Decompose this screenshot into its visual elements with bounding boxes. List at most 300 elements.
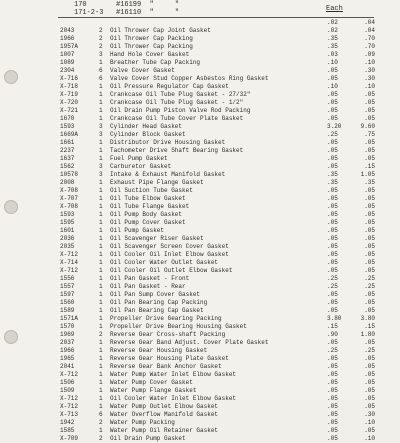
- line-total: .05: [364, 251, 375, 258]
- line-total: .05: [364, 395, 375, 402]
- list-item: [0, 35, 400, 43]
- unit-price: .05: [327, 395, 338, 402]
- list-item: [0, 419, 400, 427]
- unit-price: .05: [327, 147, 338, 154]
- list-item: [0, 75, 400, 83]
- part-description: Oil Cooler Water Outlet Gasket: [110, 259, 219, 266]
- quantity: 1: [99, 387, 103, 394]
- quantity: 1: [99, 299, 103, 306]
- quantity: 1: [99, 155, 103, 162]
- part-description: Exhaust Pipe Flange Gasket: [110, 179, 204, 186]
- unit-price: .90: [327, 331, 338, 338]
- unit-price: .05: [327, 187, 338, 194]
- part-number: 1562: [60, 163, 75, 170]
- unit-price: .10: [327, 59, 338, 66]
- line-total: .70: [364, 35, 375, 42]
- unit-price: .05: [327, 267, 338, 274]
- quantity: 3: [99, 51, 103, 58]
- part-number: 1966: [60, 347, 75, 354]
- unit-price: .10: [327, 83, 338, 90]
- unit-price: .35: [327, 179, 338, 186]
- list-item: [0, 51, 400, 59]
- quantity: 1: [99, 107, 103, 114]
- quantity: 1: [99, 363, 103, 370]
- quantity: 1: [99, 315, 103, 322]
- part-description: Distributor Drive Housing Gasket: [110, 139, 226, 146]
- quantity: 1: [99, 147, 103, 154]
- quantity: 1: [99, 59, 103, 66]
- unit-price: .05: [327, 379, 338, 386]
- line-total: .05: [364, 363, 375, 370]
- line-total: 9.60: [360, 123, 375, 130]
- part-number: X-720: [60, 99, 79, 106]
- list-item: [0, 315, 400, 323]
- part-description: Oil Pump Gasket: [110, 227, 165, 234]
- part-description: Water Pump Flange Gasket: [110, 387, 197, 394]
- list-item: [0, 251, 400, 259]
- unit-price: .05: [327, 139, 338, 146]
- part-number: 2036: [60, 235, 75, 242]
- part-number: X-712: [60, 267, 79, 274]
- list-item: [0, 427, 400, 435]
- unit-price: .35: [327, 35, 338, 42]
- list-item: [0, 403, 400, 411]
- part-description: Valve Cover Gasket: [110, 67, 175, 74]
- unit-price: .05: [327, 403, 338, 410]
- quantity: 1: [99, 291, 103, 298]
- list-item: [0, 291, 400, 299]
- quantity: 1: [99, 339, 103, 346]
- quantity: 2: [99, 35, 103, 42]
- unit-price: .05: [327, 219, 338, 226]
- part-number: 1969: [60, 331, 75, 338]
- list-item: [0, 379, 400, 387]
- line-total: .05: [364, 235, 375, 242]
- part-number: 1560: [60, 299, 75, 306]
- unit-price: .05: [327, 411, 338, 418]
- line-total: .05: [364, 267, 375, 274]
- list-item: [0, 123, 400, 131]
- header-rule: [58, 17, 374, 18]
- list-item: [0, 259, 400, 267]
- part-number: 2304: [60, 67, 75, 74]
- part-description: Intake & Exhaust Manifold Gasket: [110, 171, 226, 178]
- part-description: Reverse Gear Bank Anchor Gasket: [110, 363, 222, 370]
- unit-price: .05: [327, 115, 338, 122]
- quantity: 1: [99, 427, 103, 434]
- unit-price: .05: [327, 203, 338, 210]
- line-total: .05: [364, 219, 375, 226]
- unit-price: .05: [327, 227, 338, 234]
- unit-price: .05: [327, 355, 338, 362]
- part-description: Oil Thrower Cap Packing: [110, 35, 193, 42]
- part-description: Valve Cover Stud Copper Asbestos Ring Gasket: [110, 75, 269, 82]
- unit-price: .05: [327, 99, 338, 106]
- part-number: 1965: [60, 355, 75, 362]
- part-number: 1595: [60, 219, 75, 226]
- quantity: 1: [99, 371, 103, 378]
- quantity: 1: [99, 267, 103, 274]
- list-item: [0, 227, 400, 235]
- list-item: [0, 195, 400, 203]
- line-total: .05: [364, 139, 375, 146]
- list-item: [0, 155, 400, 163]
- list-item: [0, 131, 400, 139]
- list-item: [0, 83, 400, 91]
- part-number: X-721: [60, 107, 79, 114]
- list-item: [0, 363, 400, 371]
- list-item: [0, 67, 400, 75]
- part-description: Tachometer Drive Shaft Bearing Gasket: [110, 147, 244, 154]
- part-description: Crankcase Oil Tube Plug Gasket - 27/32": [110, 91, 251, 98]
- list-item: [0, 139, 400, 147]
- part-description: Oil Thrower Cap Joint Gasket: [110, 27, 211, 34]
- part-number: X-712: [60, 371, 79, 378]
- line-total: .05: [364, 387, 375, 394]
- part-number: X-708: [60, 187, 79, 194]
- part-description: Carburetor Gasket: [110, 163, 172, 170]
- part-description: Cylinder Head Gasket: [110, 123, 183, 130]
- list-item: [0, 203, 400, 211]
- unit-price: .02: [327, 19, 338, 26]
- quantity: 1: [99, 355, 103, 362]
- list-item: [0, 179, 400, 187]
- line-total: .05: [364, 427, 375, 434]
- unit-price: .25: [327, 131, 338, 138]
- part-description: Oil Pan Bearing Cap Gasket: [110, 307, 204, 314]
- part-description: Water Pump Packing: [110, 419, 175, 426]
- list-item: [0, 171, 400, 179]
- unit-price: .05: [327, 363, 338, 370]
- part-number: 2035: [60, 243, 75, 250]
- quantity: 2: [99, 27, 103, 34]
- list-item: [0, 331, 400, 339]
- list-item: [0, 115, 400, 123]
- unit-price: .05: [327, 251, 338, 258]
- part-number: X-716: [60, 75, 79, 82]
- part-description: Water Pump Cover Gasket: [110, 379, 193, 386]
- part-description: Reverse Gear Housing Gasket: [110, 347, 208, 354]
- quantity: 3: [99, 163, 103, 170]
- line-total: .04: [364, 19, 375, 26]
- line-total: .05: [364, 403, 375, 410]
- line-total: .10: [364, 419, 375, 426]
- line-total: .05: [364, 259, 375, 266]
- part-description: Oil Thrower Cap Packing: [110, 43, 193, 50]
- line-total: .15: [364, 163, 375, 170]
- unit-price: .05: [327, 435, 338, 442]
- part-number: X-708: [60, 203, 79, 210]
- unit-price: .15: [327, 323, 338, 330]
- line-total: .05: [364, 307, 375, 314]
- part-number: 2237: [60, 147, 75, 154]
- part-number: X-714: [60, 259, 79, 266]
- part-description: Oil Cooler Water Inlet Elbow Gasket: [110, 395, 237, 402]
- quantity: 3: [99, 131, 103, 138]
- list-item: [0, 371, 400, 379]
- list-item: [0, 211, 400, 219]
- list-item: [0, 339, 400, 347]
- unit-price: .05: [327, 211, 338, 218]
- line-total: 1.80: [360, 331, 375, 338]
- quantity: 1: [99, 115, 103, 122]
- line-total: .10: [364, 435, 375, 442]
- list-item: [0, 91, 400, 99]
- quantity: 6: [99, 67, 103, 74]
- quantity: 1: [99, 99, 103, 106]
- unit-price: .05: [327, 107, 338, 114]
- part-number: 1597: [60, 291, 75, 298]
- line-total: .15: [364, 323, 375, 330]
- list-item: [0, 387, 400, 395]
- quantity: 1: [99, 211, 103, 218]
- unit-price: .05: [327, 427, 338, 434]
- part-description: Water Overflow Manifold Gasket: [110, 411, 219, 418]
- part-number: 2037: [60, 339, 75, 346]
- part-number: 1637: [60, 155, 75, 162]
- unit-price: .05: [327, 299, 338, 306]
- quantity: 1: [99, 83, 103, 90]
- part-description: Crankcase Oil Tube Plug Gasket - 1/2": [110, 99, 244, 106]
- quantity: 1: [99, 243, 103, 250]
- part-number: 1007: [60, 51, 75, 58]
- part-number: X-719: [60, 91, 79, 98]
- list-item: [0, 275, 400, 283]
- unit-price: .05: [327, 243, 338, 250]
- line-total: .10: [364, 59, 375, 66]
- quantity: 2: [99, 419, 103, 426]
- part-number: X-712: [60, 403, 79, 410]
- quantity: 1: [99, 283, 103, 290]
- unit-price: .02: [327, 27, 338, 34]
- line-total: .05: [364, 211, 375, 218]
- quantity: 1: [99, 395, 103, 402]
- list-item: [0, 267, 400, 275]
- line-total: .25: [364, 283, 375, 290]
- line-total: .04: [364, 27, 375, 34]
- quantity: 1: [99, 251, 103, 258]
- part-number: 10578: [60, 171, 79, 178]
- quantity: 1: [99, 379, 103, 386]
- part-number: X-713: [60, 411, 79, 418]
- line-total: .30: [364, 75, 375, 82]
- list-item: [0, 411, 400, 419]
- part-number: 1585: [60, 427, 75, 434]
- list-item: [0, 187, 400, 195]
- part-description: Breather Tube Cap Packing: [110, 59, 201, 66]
- unit-price: .05: [327, 259, 338, 266]
- unit-price: .05: [327, 75, 338, 82]
- part-number: 1957A: [60, 43, 79, 50]
- list-item: [0, 243, 400, 251]
- part-number: 1670: [60, 115, 75, 122]
- quantity: 2: [99, 435, 103, 442]
- unit-price: .05: [327, 307, 338, 314]
- list-item: [0, 27, 400, 35]
- unit-price: .05: [327, 371, 338, 378]
- part-number: 1942: [60, 419, 75, 426]
- quantity: 1: [99, 227, 103, 234]
- part-number: 1557: [60, 283, 75, 290]
- part-description: Water Pump Water Inlet Elbow Gasket: [110, 371, 237, 378]
- part-number: 1509: [60, 387, 75, 394]
- header-line-1: 170 #16199 " ": [74, 1, 180, 9]
- part-number: 1506: [60, 379, 75, 386]
- part-description: Oil Pan Gasket - Rear: [110, 283, 186, 290]
- each-column-label: Each: [326, 5, 343, 13]
- unit-price: .35: [327, 43, 338, 50]
- line-total: .05: [364, 115, 375, 122]
- part-description: Water Pump Oil Retainer Gasket: [110, 427, 219, 434]
- part-description: Oil Pan Sump Cover Gasket: [110, 291, 201, 298]
- unit-price: .05: [327, 339, 338, 346]
- line-total: .05: [364, 371, 375, 378]
- part-number: 1593: [60, 123, 75, 130]
- part-description: Water Pump Outlet Elbow Gasket: [110, 403, 219, 410]
- line-total: 1.05: [360, 171, 375, 178]
- part-number: 1661: [60, 139, 75, 146]
- part-description: Cylinder Block Gasket: [110, 131, 186, 138]
- list-item: [0, 323, 400, 331]
- quantity: 1: [99, 91, 103, 98]
- part-description: Reverse Gear Housing Plate Gasket: [110, 355, 229, 362]
- line-total: .05: [364, 291, 375, 298]
- quantity: 3: [99, 123, 103, 130]
- unit-price: .05: [327, 195, 338, 202]
- line-total: .05: [364, 91, 375, 98]
- quantity: 2: [99, 43, 103, 50]
- line-total: .25: [364, 275, 375, 282]
- list-item: [0, 219, 400, 227]
- part-number: X-712: [60, 251, 79, 258]
- line-total: .05: [364, 355, 375, 362]
- list-item: [0, 43, 400, 51]
- part-description: Oil Drain Pump Gasket: [110, 435, 186, 442]
- list-item: [0, 347, 400, 355]
- quantity: 1: [99, 203, 103, 210]
- part-number: X-709: [60, 435, 79, 442]
- unit-price: .25: [327, 283, 338, 290]
- line-total: .35: [364, 179, 375, 186]
- quantity: 1: [99, 195, 103, 202]
- quantity: 3: [99, 171, 103, 178]
- part-description: Propeller Drive Bearing Housing Gasket: [110, 323, 247, 330]
- list-item: [0, 147, 400, 155]
- part-description: Oil Scavenger Screen Cover Gasket: [110, 243, 229, 250]
- line-total: .30: [364, 411, 375, 418]
- part-description: Reverse Gear Band Adjust. Cover Plate Gasket: [110, 339, 269, 346]
- part-description: Fuel Pump Gasket: [110, 155, 168, 162]
- unit-price: 3.20: [327, 123, 342, 130]
- unit-price: 3.80: [327, 315, 342, 322]
- list-item: [0, 299, 400, 307]
- line-total: .05: [364, 187, 375, 194]
- part-number: X-712: [60, 395, 79, 402]
- unit-price: .05: [327, 235, 338, 242]
- part-description: Oil Cooler Oil Outlet Elbow Gasket: [110, 267, 233, 274]
- line-total: .05: [364, 195, 375, 202]
- part-description: Propeller Drive Gearing Packing: [110, 315, 222, 322]
- line-total: .05: [364, 203, 375, 210]
- line-total: .05: [364, 147, 375, 154]
- quantity: 6: [99, 411, 103, 418]
- parts-list: [0, 19, 400, 443]
- part-description: Oil Pump Body Gasket: [110, 211, 183, 218]
- list-item: [0, 395, 400, 403]
- unit-price: .05: [327, 91, 338, 98]
- list-item: [0, 99, 400, 107]
- list-item: [0, 435, 400, 443]
- list-item: [0, 235, 400, 243]
- page-header: [0, 0, 400, 18]
- part-number: 2043: [60, 27, 75, 34]
- quantity: 1: [99, 179, 103, 186]
- part-number: 1571A: [60, 315, 79, 322]
- line-total: .05: [364, 227, 375, 234]
- part-description: Oil Pan Gasket - Front: [110, 275, 190, 282]
- quantity: 1: [99, 139, 103, 146]
- quantity: 1: [99, 259, 103, 266]
- unit-price: .05: [327, 419, 338, 426]
- part-number: 2041: [60, 363, 75, 370]
- line-total: .05: [364, 379, 375, 386]
- line-total: .10: [364, 83, 375, 90]
- quantity: 1: [99, 219, 103, 226]
- quantity: 1: [99, 235, 103, 242]
- list-item: [0, 355, 400, 363]
- part-number: 2008: [60, 179, 75, 186]
- quantity: 1: [99, 307, 103, 314]
- list-item: [0, 19, 400, 27]
- part-description: Oil Pressure Regulator Cap Gasket: [110, 83, 229, 90]
- unit-price: .35: [327, 171, 338, 178]
- line-total: .05: [364, 155, 375, 162]
- part-number: 1589: [60, 307, 75, 314]
- line-total: 3.80: [360, 315, 375, 322]
- part-description: Oil Pan Bearing Cap Packing: [110, 299, 208, 306]
- line-total: .25: [364, 347, 375, 354]
- unit-price: .05: [327, 291, 338, 298]
- unit-price: .03: [327, 51, 338, 58]
- part-number: 1570: [60, 323, 75, 330]
- unit-price: .05: [327, 387, 338, 394]
- line-total: .09: [364, 51, 375, 58]
- quantity: 1: [99, 275, 103, 282]
- quantity: 1: [99, 347, 103, 354]
- line-total: .05: [364, 107, 375, 114]
- unit-price: .05: [327, 67, 338, 74]
- part-number: 1593: [60, 211, 75, 218]
- part-description: Oil Drain Pump Piston Valve Rod Packing: [110, 107, 251, 114]
- part-number: 1601: [60, 227, 75, 234]
- part-description: Oil Tube Flange Gasket: [110, 203, 190, 210]
- part-description: Oil Suction Tube Gasket: [110, 187, 193, 194]
- part-description: Hand Hole Cover Gasket: [110, 51, 190, 58]
- quantity: 1: [99, 187, 103, 194]
- list-item: [0, 163, 400, 171]
- part-description: Crankcase Oil Tube Cover Plate Gasket: [110, 115, 244, 122]
- part-description: Reverse Gear Cross-shaft Packing: [110, 331, 226, 338]
- quantity: 2: [99, 331, 103, 338]
- line-total: .05: [364, 339, 375, 346]
- part-description: Oil Pump Cover Gasket: [110, 219, 186, 226]
- part-number: 1669A: [60, 131, 79, 138]
- line-total: .05: [364, 99, 375, 106]
- list-item: [0, 107, 400, 115]
- part-number: 1089: [60, 59, 75, 66]
- unit-price: .05: [327, 163, 338, 170]
- line-total: .70: [364, 43, 375, 50]
